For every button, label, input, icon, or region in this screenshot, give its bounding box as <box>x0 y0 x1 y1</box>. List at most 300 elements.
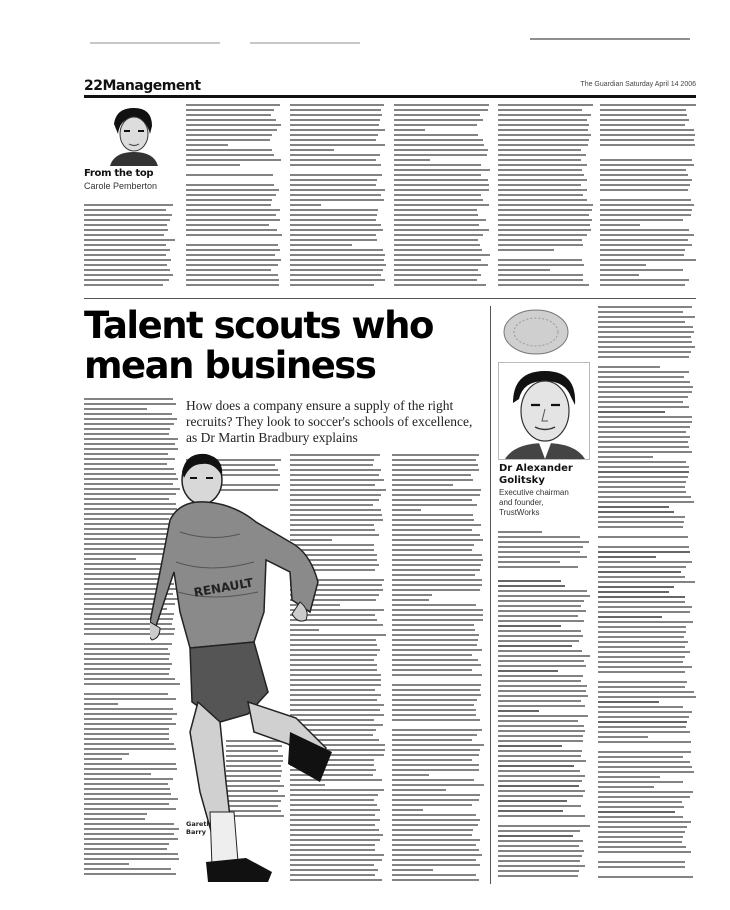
text-line <box>598 666 692 668</box>
text-line <box>498 655 590 657</box>
text-line <box>498 229 591 231</box>
text-line <box>84 284 163 286</box>
text-line <box>498 630 581 632</box>
text-line <box>598 361 661 363</box>
text-line <box>498 800 567 802</box>
footballer-photo <box>150 452 346 884</box>
text-line <box>84 204 173 206</box>
text-line <box>498 219 592 221</box>
scan-artifact <box>250 42 360 44</box>
text-line <box>498 745 562 747</box>
text-line <box>498 740 583 742</box>
text-line <box>392 484 453 486</box>
text-line <box>290 119 380 121</box>
text-line <box>600 134 695 136</box>
text-line <box>498 805 581 807</box>
text-line <box>598 566 686 568</box>
text-line <box>186 154 274 156</box>
top-story-column-2 <box>186 104 282 292</box>
text-line <box>598 656 685 658</box>
text-line <box>498 144 588 146</box>
text-line <box>598 476 688 478</box>
text-line <box>290 109 381 111</box>
text-line <box>598 701 659 703</box>
text-line <box>498 124 589 126</box>
text-line <box>290 219 376 221</box>
text-line <box>600 269 683 271</box>
text-line <box>186 124 281 126</box>
text-line <box>598 331 694 333</box>
text-line <box>186 149 272 151</box>
text-line <box>498 139 589 141</box>
text-line <box>600 184 690 186</box>
text-line <box>394 139 483 141</box>
text-line <box>498 239 582 241</box>
text-line <box>598 611 690 613</box>
text-line <box>392 564 481 566</box>
text-line <box>290 124 379 126</box>
column-author: Carole Pemberton <box>84 181 158 191</box>
text-line <box>84 224 167 226</box>
text-line <box>600 164 694 166</box>
text-line <box>84 408 147 410</box>
text-line <box>598 711 692 713</box>
text-line <box>290 144 385 146</box>
text-line <box>84 703 118 705</box>
text-line <box>186 174 273 176</box>
text-line <box>598 626 686 628</box>
text-line <box>186 269 271 271</box>
text-line <box>598 531 678 533</box>
text-line <box>394 169 490 171</box>
text-line <box>598 616 662 618</box>
text-line <box>600 174 688 176</box>
text-line <box>186 249 280 251</box>
text-line <box>290 274 381 276</box>
text-line <box>392 779 474 781</box>
text-line <box>392 849 479 851</box>
text-line <box>392 539 483 541</box>
text-line <box>600 239 688 241</box>
company-logo <box>500 306 576 358</box>
text-line <box>84 209 166 211</box>
text-line <box>84 753 129 755</box>
text-line <box>498 875 578 877</box>
text-line <box>394 194 481 196</box>
text-line <box>84 773 151 775</box>
text-line <box>498 775 585 777</box>
text-line <box>394 274 481 276</box>
text-line <box>600 274 639 276</box>
text-line <box>392 649 482 651</box>
article-column-4 <box>392 454 484 884</box>
text-line <box>84 813 147 815</box>
text-line <box>392 804 472 806</box>
text-line <box>392 674 482 676</box>
text-line <box>598 576 685 578</box>
text-line <box>186 244 278 246</box>
text-line <box>392 454 479 456</box>
photo-caption: Gareth Barry <box>186 820 212 836</box>
text-line <box>598 806 684 808</box>
text-line <box>186 234 282 236</box>
text-line <box>392 789 446 791</box>
text-line <box>290 184 376 186</box>
text-line <box>600 264 646 266</box>
text-line <box>394 149 488 151</box>
text-line <box>394 174 481 176</box>
text-line <box>186 279 279 281</box>
text-line <box>598 661 683 663</box>
text-line <box>598 781 683 783</box>
text-line <box>290 149 334 151</box>
text-line <box>290 269 383 271</box>
text-line <box>600 139 694 141</box>
text-line <box>598 716 689 718</box>
text-line <box>600 119 689 121</box>
text-line <box>498 249 554 251</box>
text-line <box>392 574 475 576</box>
text-line <box>598 456 653 458</box>
text-line <box>394 269 478 271</box>
text-line <box>498 254 588 256</box>
text-line <box>392 689 480 691</box>
svg-text:RENAULT: RENAULT <box>192 575 255 600</box>
text-line <box>84 428 170 430</box>
text-line <box>394 124 477 126</box>
text-line <box>498 710 539 712</box>
text-line <box>598 876 693 878</box>
text-line <box>598 791 693 793</box>
text-line <box>600 244 692 246</box>
text-line <box>392 764 479 766</box>
text-line <box>598 686 685 688</box>
text-line <box>394 234 483 236</box>
text-line <box>290 209 378 211</box>
text-line <box>290 259 384 261</box>
text-line <box>394 129 425 131</box>
text-line <box>394 189 489 191</box>
top-story-column-4 <box>394 104 490 292</box>
text-line <box>498 835 573 837</box>
text-line <box>598 356 689 358</box>
text-line <box>498 770 580 772</box>
text-line <box>498 541 589 543</box>
text-line <box>394 219 486 221</box>
text-line <box>600 179 692 181</box>
text-line <box>598 741 691 743</box>
text-line <box>598 406 689 408</box>
text-line <box>186 224 269 226</box>
text-line <box>498 199 587 201</box>
text-line <box>84 418 177 420</box>
text-line <box>498 735 583 737</box>
text-line <box>392 604 476 606</box>
text-line <box>84 413 172 415</box>
text-line <box>290 249 383 251</box>
text-line <box>498 561 560 563</box>
text-line <box>598 856 651 858</box>
text-line <box>290 229 383 231</box>
text-line <box>84 279 169 281</box>
text-line <box>394 104 489 106</box>
text-line <box>392 509 421 511</box>
text-line <box>392 529 472 531</box>
text-line <box>84 219 170 221</box>
text-line <box>498 650 582 652</box>
text-line <box>392 869 433 871</box>
text-line <box>598 416 692 418</box>
text-line <box>598 551 690 553</box>
text-line <box>84 269 170 271</box>
text-line <box>290 244 352 246</box>
text-line <box>84 403 176 405</box>
text-line <box>392 504 477 506</box>
text-line <box>498 700 581 702</box>
top-story-column-6 <box>600 104 696 292</box>
text-line <box>498 755 581 757</box>
text-line <box>84 818 145 820</box>
text-line <box>84 259 171 261</box>
text-line <box>600 199 691 201</box>
text-line <box>392 459 476 461</box>
text-line <box>84 758 122 760</box>
text-line <box>498 209 592 211</box>
text-line <box>598 816 683 818</box>
text-line <box>598 341 692 343</box>
text-line <box>186 209 280 211</box>
text-line <box>498 184 581 186</box>
text-line <box>598 426 690 428</box>
text-line <box>600 144 695 146</box>
text-line <box>498 585 565 587</box>
text-line <box>392 729 482 731</box>
text-line <box>392 499 472 501</box>
text-line <box>498 526 587 528</box>
text-line <box>392 609 483 611</box>
text-line <box>598 751 691 753</box>
text-line <box>498 546 583 548</box>
text-line <box>392 694 481 696</box>
text-line <box>598 466 689 468</box>
text-line <box>84 558 136 560</box>
text-line <box>186 259 281 261</box>
text-line <box>598 821 691 823</box>
text-line <box>598 316 695 318</box>
text-line <box>290 224 381 226</box>
text-line <box>394 284 486 286</box>
top-story-column-3 <box>290 104 386 292</box>
text-line <box>598 351 691 353</box>
text-line <box>498 109 582 111</box>
text-line <box>392 584 482 586</box>
text-line <box>84 264 167 266</box>
text-line <box>392 814 476 816</box>
text-line <box>84 433 169 435</box>
text-line <box>498 620 584 622</box>
text-line <box>498 114 591 116</box>
text-line <box>598 486 685 488</box>
text-line <box>598 771 694 773</box>
text-line <box>498 715 588 717</box>
text-line <box>598 826 687 828</box>
text-line <box>186 199 272 201</box>
text-line <box>394 184 489 186</box>
text-line <box>498 825 590 827</box>
text-line <box>392 629 475 631</box>
text-line <box>498 590 587 592</box>
text-line <box>498 685 587 687</box>
text-line <box>290 279 385 281</box>
text-line <box>598 541 694 543</box>
text-line <box>598 696 696 698</box>
text-line <box>392 639 478 641</box>
text-line <box>498 635 583 637</box>
text-line <box>598 396 688 398</box>
text-line <box>290 199 384 201</box>
text-line <box>598 346 695 348</box>
text-line <box>392 594 432 596</box>
text-line <box>392 469 479 471</box>
text-line <box>600 114 687 116</box>
text-line <box>600 109 686 111</box>
text-line <box>598 861 685 863</box>
text-line <box>392 739 472 741</box>
text-line <box>498 600 584 602</box>
text-line <box>498 556 587 558</box>
text-line <box>394 239 478 241</box>
text-line <box>598 746 669 748</box>
text-line <box>84 249 170 251</box>
text-line <box>598 471 689 473</box>
text-line <box>392 769 479 771</box>
text-line <box>394 224 479 226</box>
text-line <box>498 610 586 612</box>
text-line <box>498 810 563 812</box>
text-line <box>394 209 477 211</box>
text-line <box>598 436 690 438</box>
text-line <box>498 865 585 867</box>
text-line <box>186 264 278 266</box>
text-line <box>598 461 686 463</box>
text-line <box>394 199 483 201</box>
text-line <box>394 214 478 216</box>
text-line <box>392 559 483 561</box>
text-line <box>392 794 480 796</box>
text-line <box>394 264 488 266</box>
text-line <box>598 776 660 778</box>
text-line <box>498 850 584 852</box>
text-line <box>598 691 694 693</box>
text-line <box>598 796 690 798</box>
text-line <box>290 129 385 131</box>
text-line <box>600 284 685 286</box>
text-line <box>392 664 481 666</box>
text-line <box>392 619 483 621</box>
text-line <box>498 615 578 617</box>
text-line <box>598 521 684 523</box>
text-line <box>598 681 687 683</box>
text-line <box>392 614 483 616</box>
header-rule <box>84 95 696 98</box>
text-line <box>186 134 272 136</box>
text-line <box>598 641 688 643</box>
text-line <box>290 114 382 116</box>
text-line <box>600 169 686 171</box>
text-line <box>394 114 480 116</box>
text-line <box>498 680 581 682</box>
text-line <box>186 109 274 111</box>
text-line <box>498 815 585 817</box>
text-line <box>186 114 271 116</box>
text-line <box>598 526 683 528</box>
text-line <box>498 790 585 792</box>
text-line <box>498 284 589 286</box>
text-line <box>186 144 228 146</box>
text-line <box>394 154 487 156</box>
text-line <box>392 679 479 681</box>
text-line <box>290 194 381 196</box>
text-line <box>392 749 480 751</box>
text-line <box>498 179 587 181</box>
text-line <box>498 580 561 582</box>
text-line <box>598 401 683 403</box>
text-line <box>498 566 578 568</box>
sidebar-divider <box>490 306 491 884</box>
article-headline: Talent scouts who mean business <box>84 304 433 387</box>
text-line <box>598 841 682 843</box>
qa-column-right <box>598 306 696 884</box>
text-line <box>392 579 482 581</box>
text-line <box>498 551 580 553</box>
text-line <box>600 254 684 256</box>
text-line <box>598 311 683 313</box>
text-line <box>498 149 581 151</box>
text-line <box>598 431 686 433</box>
text-line <box>290 189 385 191</box>
text-line <box>498 244 583 246</box>
text-line <box>498 194 583 196</box>
text-line <box>498 785 579 787</box>
text-line <box>598 871 687 873</box>
text-line <box>498 264 584 266</box>
text-line <box>600 229 689 231</box>
text-line <box>598 606 692 608</box>
text-line <box>598 721 687 723</box>
text-line <box>186 239 276 241</box>
text-line <box>392 719 480 721</box>
text-line <box>498 595 590 597</box>
text-line <box>394 109 488 111</box>
text-line <box>600 194 691 196</box>
text-line <box>392 554 482 556</box>
text-line <box>394 259 481 261</box>
text-line <box>598 411 665 413</box>
text-line <box>498 730 585 732</box>
text-line <box>498 159 581 161</box>
text-line <box>394 159 430 161</box>
text-line <box>598 676 687 678</box>
text-line <box>598 381 690 383</box>
text-line <box>498 840 583 842</box>
text-line <box>84 863 129 865</box>
text-line <box>498 104 593 106</box>
text-line <box>598 451 692 453</box>
text-line <box>598 561 692 563</box>
text-line <box>392 834 472 836</box>
text-line <box>392 464 478 466</box>
text-line <box>394 134 478 136</box>
